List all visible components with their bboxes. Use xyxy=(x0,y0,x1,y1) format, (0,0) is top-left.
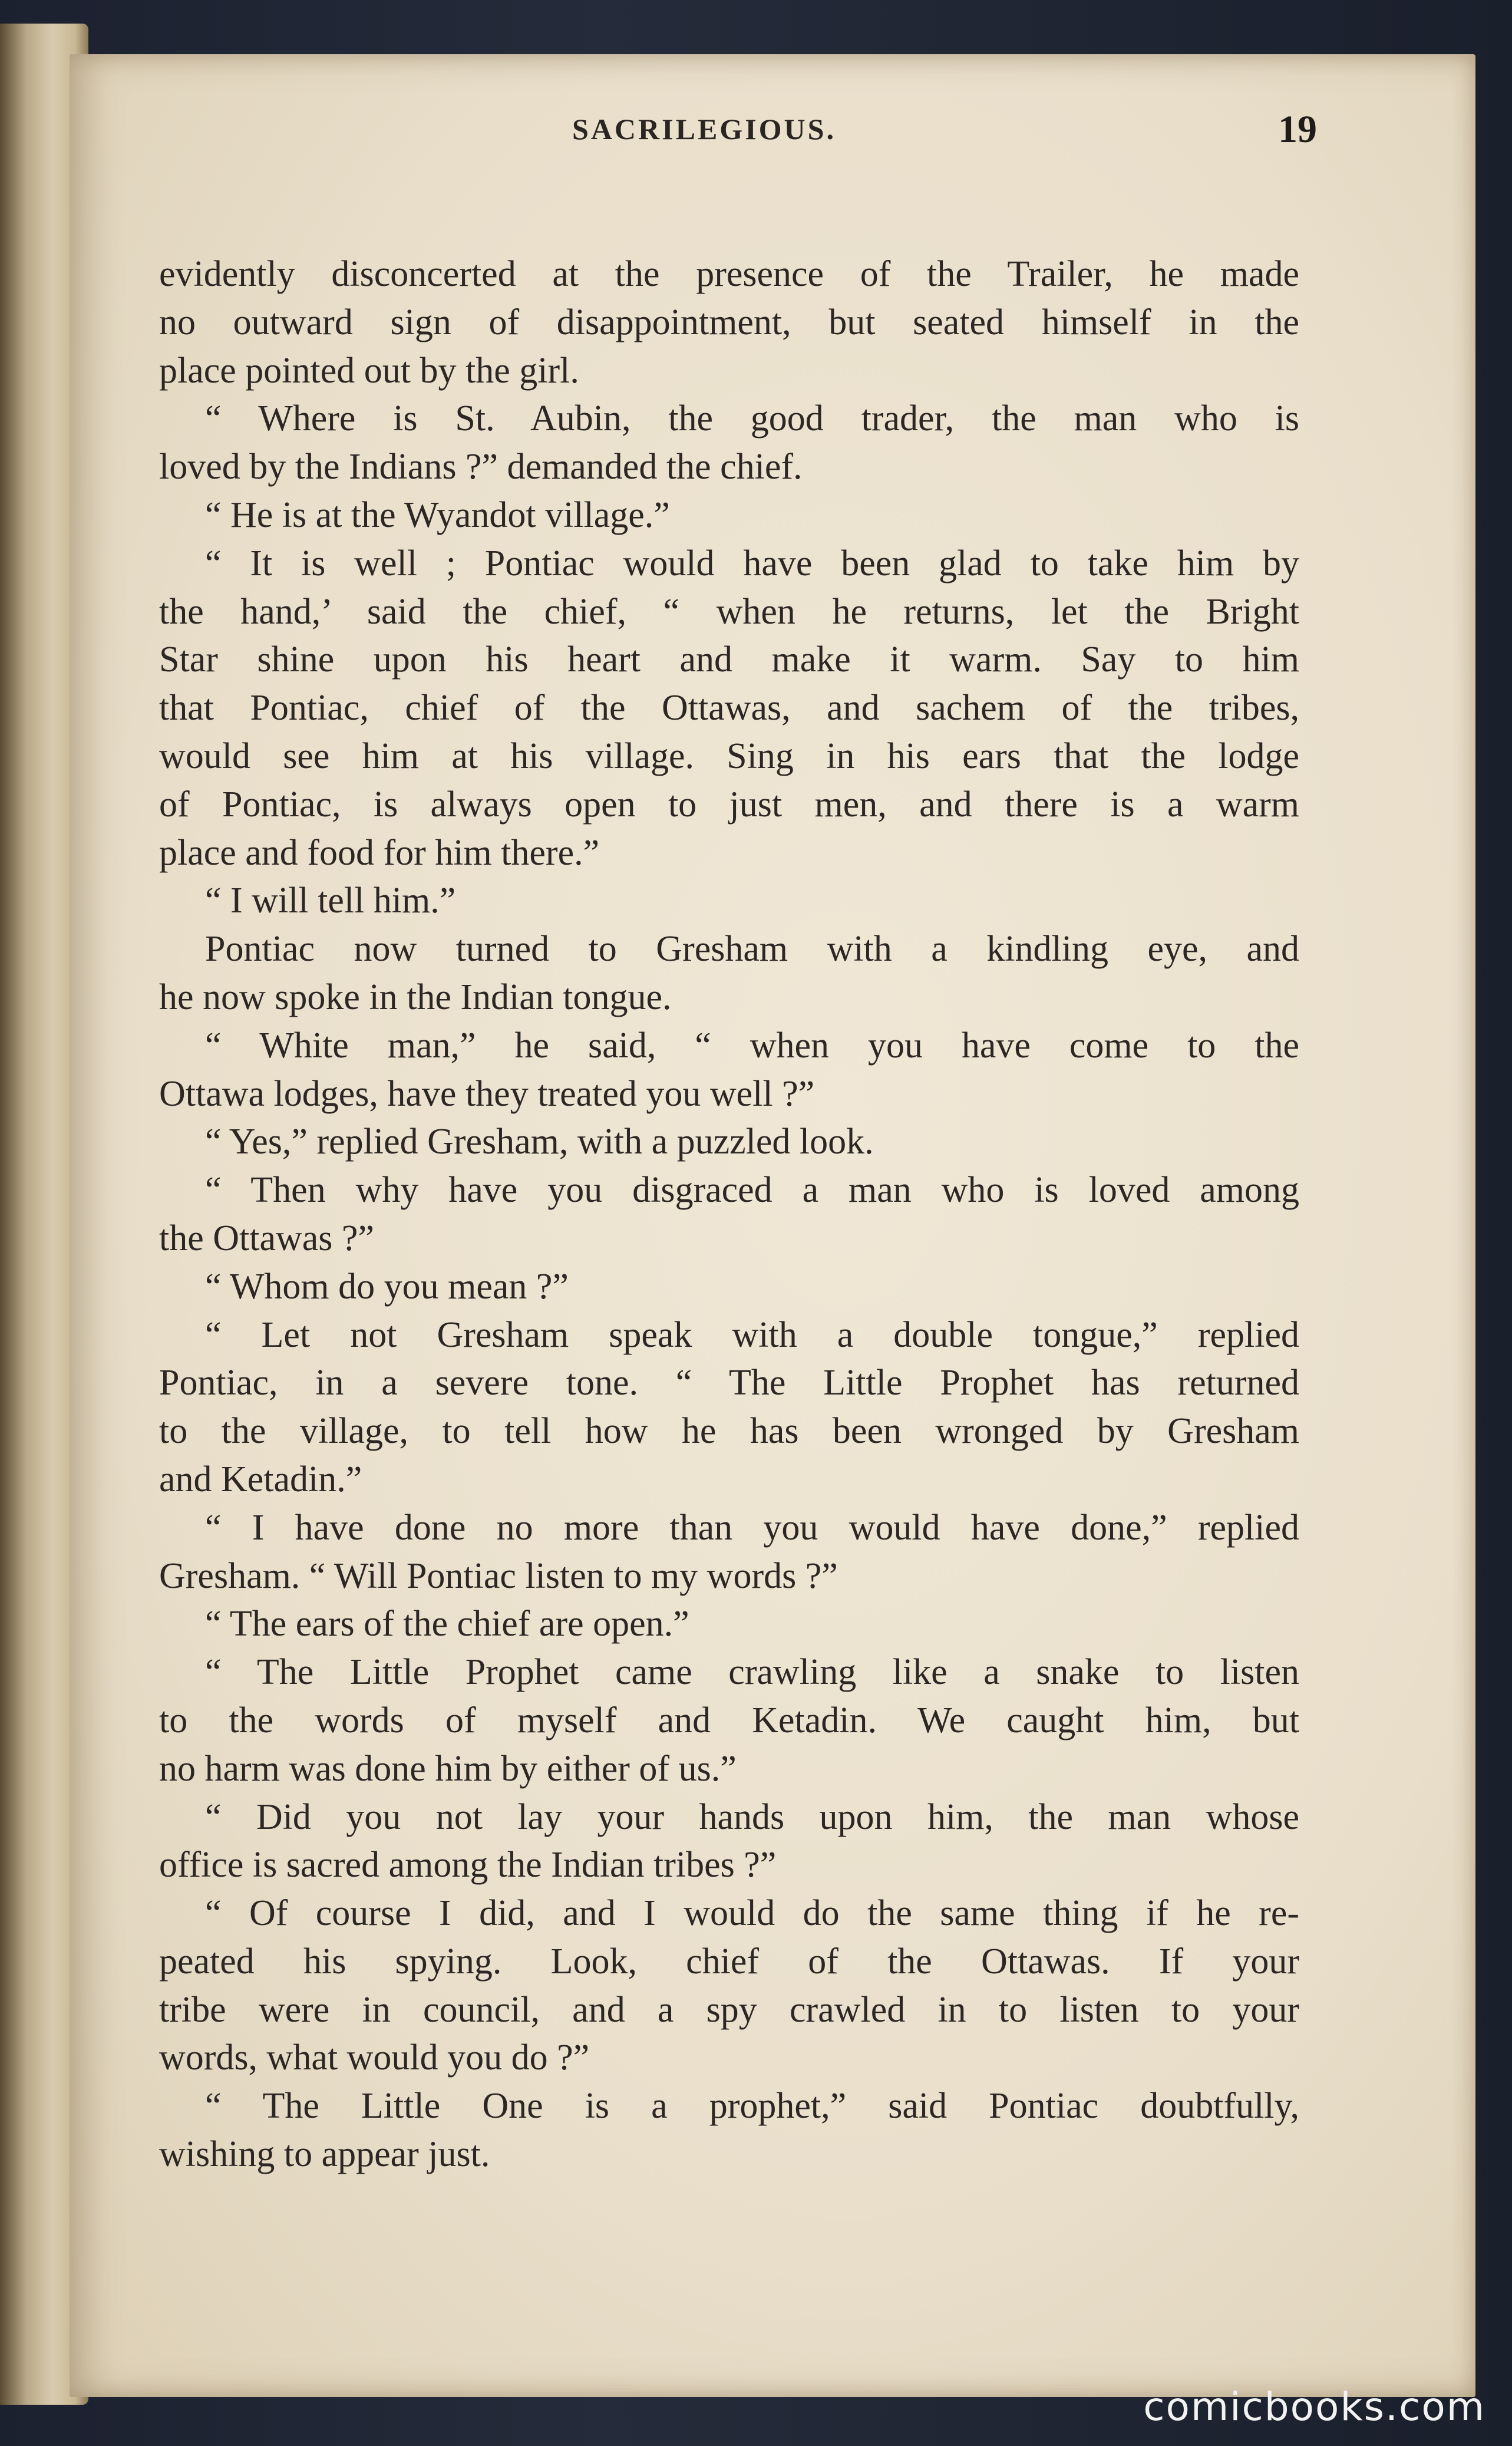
text-line: “ The Little Prophet came crawling like a snake to listen xyxy=(205,1652,1299,1693)
text-line: “ It is well ; Pontiac would have been glad to take him by xyxy=(205,543,1299,584)
text-line: to the words of myself and Ketadin. We caught him, but xyxy=(159,1700,1299,1740)
text-line: peated his spying. Look, chief of the Ottawas. If your xyxy=(159,1941,1299,1982)
text-line: no harm was done him by either of us.” xyxy=(159,1748,737,1789)
text-line: that Pontiac, chief of the Ottawas, and sachem of the tribes, xyxy=(159,688,1299,728)
text-line: Star shine upon his heart and make it warm. Say to him xyxy=(159,639,1299,680)
text-line: “ Whom do you mean ?” xyxy=(205,1266,569,1307)
text-line: “ He is at the Wyandot village.” xyxy=(205,495,670,535)
text-line: the hand,’ said the chief, “ when he returns, let the Bright xyxy=(159,591,1299,632)
text-line: words, what would you do ?” xyxy=(159,2038,590,2078)
text-line: he now spoke in the Indian tongue. xyxy=(159,977,672,1017)
text-line: place and food for him there.” xyxy=(159,832,600,873)
text-line: Pontiac, in a severe tone. “ The Little Prophet has returned xyxy=(159,1363,1299,1403)
text-line: “ Of course I did, and I would do the same thing if he re- xyxy=(205,1893,1299,1934)
text-line: “ Let not Gresham speak with a double tongue,” replied xyxy=(205,1314,1299,1355)
running-title: SACRILEGIOUS. xyxy=(572,113,836,146)
text-line: “ The ears of the chief are open.” xyxy=(205,1604,689,1644)
page-header xyxy=(91,108,1317,165)
text-line: wishing to appear just. xyxy=(159,2134,490,2175)
text-line: the Ottawas ?” xyxy=(159,1218,374,1258)
page-number: 19 xyxy=(1278,108,1317,151)
text-line: Pontiac now turned to Gresham with a kindling eye, and xyxy=(205,929,1299,970)
text-line: loved by the Indians ?” demanded the chief. xyxy=(159,447,803,487)
body-text xyxy=(159,250,1299,2179)
text-line: “ Yes,” replied Gresham, with a puzzled look. xyxy=(205,1122,874,1162)
text-line: “ I have done no more than you would have done,” replied xyxy=(205,1507,1299,1548)
text-line: office is sacred among the Indian tribes ?” xyxy=(159,1845,777,1885)
text-line: no outward sign of disappointment, but seated himself in the xyxy=(159,302,1299,342)
text-line: “ Then why have you disgraced a man who is loved among xyxy=(205,1170,1299,1211)
text-line: place pointed out by the girl. xyxy=(159,350,579,391)
text-line: tribe were in council, and a spy crawled in to listen to your xyxy=(159,1989,1299,2030)
text-line: evidently disconcerted at the presence of the Trailer, he made xyxy=(159,254,1299,294)
text-line: of Pontiac, is always open to just men, and there is a warm xyxy=(159,784,1299,825)
text-line: “ Did you not lay your hands upon him, the man whose xyxy=(205,1796,1299,1837)
text-line: “ White man,” he said, “ when you have come to the xyxy=(205,1025,1299,1066)
text-line: “ I will tell him.” xyxy=(205,881,456,921)
text-line: “ The Little One is a prophet,” said Pontiac doubtfully, xyxy=(205,2086,1299,2127)
text-line: Ottawa lodges, have they treated you well ?” xyxy=(159,1073,815,1114)
site-watermark: comicbooks.com xyxy=(1143,2384,1485,2429)
text-line: would see him at his village. Sing in his ears that the lodge xyxy=(159,736,1299,776)
text-line: Gresham. “ Will Pontiac listen to my words ?” xyxy=(159,1555,838,1596)
text-line: “ Where is St. Aubin, the good trader, the man who is xyxy=(205,398,1299,439)
text-line: to the village, to tell how he has been wronged by Gresham xyxy=(159,1411,1299,1452)
text-line: and Ketadin.” xyxy=(159,1459,362,1499)
